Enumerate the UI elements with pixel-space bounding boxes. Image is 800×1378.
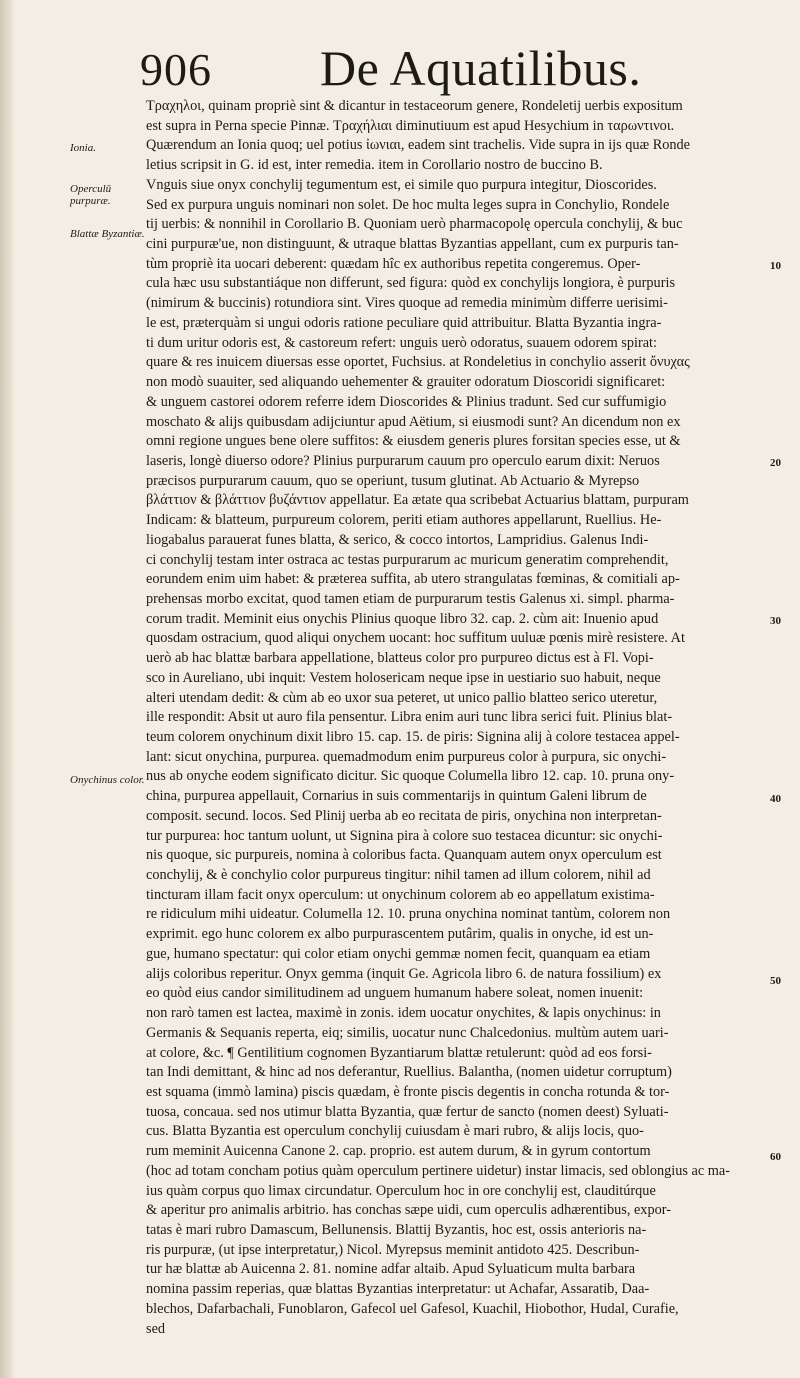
text-line: non modò suauiter, sed aliquando uehementer & grauiter odoratum Dioscoridi significaret: bbox=[146, 374, 666, 391]
text-line: & unguem castorei odorem referre idem Dioscorides & Plinius tradunt. Sed cur suffumigio bbox=[146, 393, 667, 410]
text-line: composit. secund. locos. Sed Plinij uerba ab eo recitata de piris, onychina non interpretan- bbox=[146, 807, 662, 824]
text-line: ris purpuræ, (ut ipse interpretatur,) Nicol. Myrepsus meminit antidoto 425. Describun- bbox=[146, 1241, 640, 1258]
line-number: 30 bbox=[770, 615, 781, 627]
text-line: tincturam illam facit onyx operculum: ut onychinum colorem ab eo appellatum existima- bbox=[146, 886, 655, 903]
text-line: ius quàm corpus quo limax circundatur. Operculum hoc in ore conchylij est, clauditúrque bbox=[146, 1182, 656, 1199]
text-line: moschato & alijs quibusdam adijciuntur apud Aëtium, si eiusmodi sunt? An dicendum non ex bbox=[146, 413, 681, 430]
text-line: Vnguis siue onyx conchylij tegumentum est, ei simile quo purpura integitur, Dioscorides. bbox=[146, 176, 657, 193]
text-line: blechos, Dafarbachali, Funoblaron, Gafecol uel Gafesol, Kuachil, Hiobothor, Hudal, Curafie, bbox=[146, 1300, 679, 1317]
text-line: cus. Blatta Byzantia est operculum conchylij cuiusdam è mari rubro, & alijs locis, quo- bbox=[146, 1123, 644, 1140]
text-line: sed bbox=[146, 1320, 166, 1337]
page-number: 906 bbox=[140, 44, 212, 95]
text-line: rum meminit Auicenna Canone 2. cap. proprio. est autem durum, & in gyrum contortum bbox=[146, 1143, 651, 1160]
text-line: uerò ab hac blattæ barbara appellatione, blatteus color pro purpureo dictus est à Fl. Vopi- bbox=[146, 650, 654, 667]
text-line: tij uerbis: & nonnihil in Corollario B. Quoniam uerò pharmacopolę opercula conchylij, & buc bbox=[146, 216, 683, 233]
text-line: corum tradit. Meminit eius onychis Plinius quoque libro 32. cap. 2. cùm ait: Inuenio apud bbox=[146, 610, 659, 627]
margin-note-onychinus: Onychinus color. bbox=[70, 774, 145, 786]
text-line: conchylij, & è conchylio color purpureus tingitur: nihil tamen ad illum colorem, nihil ad bbox=[146, 867, 651, 884]
line-number: 40 bbox=[770, 793, 781, 805]
text-line: nomina passim reperias, quæ blattas Byzantias interpretatur: ut Achafar, Assaratib, Daa- bbox=[146, 1281, 650, 1298]
text-line: lant: sicut onychina, purpurea. quemadmodum enim purpureus color à purpura, sic onychi- bbox=[146, 748, 667, 765]
text-line: at colore, &c. ¶ Gentilitium cognomen Byzantiarum blattæ retulerunt: quòd ad eos forsi- bbox=[146, 1044, 652, 1061]
text-line: est squama (immò lamina) piscis quædam, è fronte piscis degentis in concha rotunda & tor- bbox=[146, 1083, 670, 1100]
text-line: le est, præterquàm si ungui odoris ratione peculiare quid attribuitur. Blatta Byzantia ingra- bbox=[146, 314, 662, 331]
text-line: exprimit. ego hunc colorem ex albo purpurascentem putârim, qualis in onyche, id est un- bbox=[146, 926, 654, 943]
text-line: tan Indi demittant, & hinc ad nos deferantur, Ruellius. Balantha, (nomen uidetur corruptum) bbox=[146, 1064, 672, 1081]
text-line: tur hæ blattæ ab Auicenna 2. 81. nomine adfar altaib. Apud Syluaticum multa barbara bbox=[146, 1261, 636, 1278]
text-line: nis quoque, sic purpureis, nomina à coloribus facta. Quanquam autem onyx operculum est bbox=[146, 847, 662, 864]
text-line: sco in Aureliano, ubi inquit: Vestem holosericam neque ipse in uestiario suo habuit, neque bbox=[146, 669, 661, 686]
text-line: Indicam: & blatteum, purpureum colorem, periti etiam authores appellarunt, Ruellius. He- bbox=[146, 512, 662, 529]
text-line: omni regione ungues bene olere suffitos: & eiusdem generis plures forsitan species esse, ut & bbox=[146, 433, 681, 450]
text-line: (nimirum & buccinis) rotundiora sint. Vires quoque ad remedia minimùm differre uerisimi- bbox=[146, 295, 668, 312]
text-line: eorundem enim uim habet: & præterea suffita, ab utero strangulatas fœminas, & comitiali ap- bbox=[146, 571, 680, 588]
text-line: tatas è mari rubro Damascum, Bellunensis. Blattij Byzantis, hoc est, ossis anterioris na- bbox=[146, 1221, 647, 1238]
text-line: liogabalus parauerat funes blatta, & serico, & cocco intortos, Lampridius. Galenus Indi- bbox=[146, 531, 649, 548]
text-line: est supra in Perna specie Pinnæ. Τραχήλιαι diminutiuum est apud Hesychium in ταρωντινοι. bbox=[146, 117, 675, 134]
text-line: præcisos purpurarum cauum, quo se operiunt, tusum glutinat. Ab Actuario & Myrepso bbox=[146, 472, 640, 489]
margin-note-ionia: Ionia. bbox=[70, 142, 96, 154]
text-line: Germanis & Sequanis reperta, eiq; similis, uocatur nunc Chalcedonius. multùm autem uari- bbox=[146, 1024, 669, 1041]
text-line: ti dum uritur odoris est, & castoreum refert: unguis uerò odoratus, suauem odorem spirat: bbox=[146, 334, 658, 351]
text-line: cula hæc usu substantiáque non differunt, sed figura: quòd ex conchylijs longiora, è purpuris bbox=[146, 275, 676, 292]
text-line: ci conchylij testam inter ostraca ac testas purpurarum ac muricum generatim comprehendit, bbox=[146, 551, 669, 568]
text-line: (hoc ad totam concham potius quàm operculum pertinere uidetur) instar limacis, sed oblongius ac ma- bbox=[146, 1162, 731, 1179]
margin-notes bbox=[70, 0, 150, 1378]
line-number: 50 bbox=[770, 975, 781, 987]
text-line: quosdam ostracium, quod aliqui onychem uocant: hoc suffitum uuluæ pœnis mirè resistere. At bbox=[146, 630, 685, 647]
text-line: alijs coloribus reperitur. Onyx gemma (inquit Ge. Agricola libro 6. de natura fossilium) ex bbox=[146, 965, 662, 982]
text-line: Quærendum an Ionia quoq; uel potius ἰωνιαι, eadem sint trachelis. Vide supra in ijs quæ Ronde bbox=[146, 137, 691, 154]
line-number: 10 bbox=[770, 260, 781, 272]
text-line: & aperitur pro animalis arbitrio. has conchas sæpe uidi, cum operculis adhærentibus, expor- bbox=[146, 1202, 671, 1219]
text-line: re ridiculum mihi uideatur. Columella 12. 10. pruna onychina nominat tantùm, colorem non bbox=[146, 906, 671, 923]
text-line: cini purpuræ'ue, non distinguunt, & utraque blattas Byzantias appellant, cum ex purpuris tan- bbox=[146, 236, 679, 253]
text-line: china, purpurea appellauit, Cornarius in suis commentarijs in quintum Galeni librum de bbox=[146, 788, 647, 805]
text-line: gue, humano spectatur: qui color etiam onychi gemmæ nomen fecit, quanquam ea etiam bbox=[146, 945, 651, 962]
text-line: prehensas morbo excitat, quod tamen etiam de purpurarum testis Galenus xi. simpl. pharma- bbox=[146, 590, 675, 607]
running-head bbox=[140, 40, 700, 100]
text-line: ille respondit: Absit ut auro fila pensentur. Libra enim auri tunc libra serici fuit. Plinius blat- bbox=[146, 709, 673, 726]
margin-note-operculum: Operculū purpuræ. bbox=[70, 183, 112, 207]
text-line: alteri utendam dedit: & cùm ab eo uxor sua peteret, ut unico pallio blatteo serico uteretur, bbox=[146, 689, 658, 706]
text-line: nus ab onyche eodem significato dicitur. Sic quoque Columella libro 12. cap. 10. pruna ony- bbox=[146, 768, 675, 785]
text-line: tùm propriè ita uocari deberent: quædam hîc ex authoribus repetita congeremus. Oper- bbox=[146, 255, 641, 272]
text-line: quare & res inuicem diuersas esse oportet, Fuchsius. at Rondeletius in conchylio asserit ὄνυχας bbox=[146, 354, 690, 371]
text-line: Τραχηλοι, quinam propriè sint & dicantur in testaceorum genere, Rondeletij uerbis expositum bbox=[146, 98, 683, 114]
line-number: 60 bbox=[770, 1151, 781, 1163]
text-line: Sed ex purpura unguis nominari non solet. De hoc multa leges supra in Conchylio, Rondele bbox=[146, 196, 670, 213]
text-line: tuosa, concaua. sed nos utimur blatta Byzantia, quæ fertur de sancto (nomen deest) Syluati- bbox=[146, 1103, 669, 1120]
margin-note-blattae: Blattæ Byzantiæ. bbox=[70, 228, 145, 240]
text-line: eo quòd eius candor similitudinem ad unguem humanum habere soleat, nomen inuenit: bbox=[146, 985, 644, 1002]
line-number: 20 bbox=[770, 457, 781, 469]
text-line: laseris, longè diuerso odore? Plinius purpurarum cauum pro operculo earum dixit: Neruos bbox=[146, 452, 660, 469]
text-line: non rarò tamen est lactea, maximè in zonis. idem uocatur onychites, & lapis onychinus: in bbox=[146, 1005, 661, 1022]
page-edge-shadow bbox=[0, 0, 14, 1378]
page-title: De Aquatilibus. bbox=[320, 40, 642, 96]
body-text bbox=[146, 97, 792, 1339]
text-line: βλάττιον & βλάττιον βυζάντιον appellatur. Ea ætate qua scribebat Actuarius blattam, purpuram bbox=[146, 492, 689, 509]
text-line: teum colorem onychinum dixit libro 15. cap. 15. de piris: Signina alij à colore testacea appel- bbox=[146, 729, 680, 745]
text-line: letius scripsit in G. id est, inter remedia. item in Corollario nostro de buccino B. bbox=[146, 157, 603, 174]
text-line: tur purpurea: hoc tantum uolunt, ut Signina pira à colore suo testacea dicuntur: sic onychi- bbox=[146, 827, 663, 844]
